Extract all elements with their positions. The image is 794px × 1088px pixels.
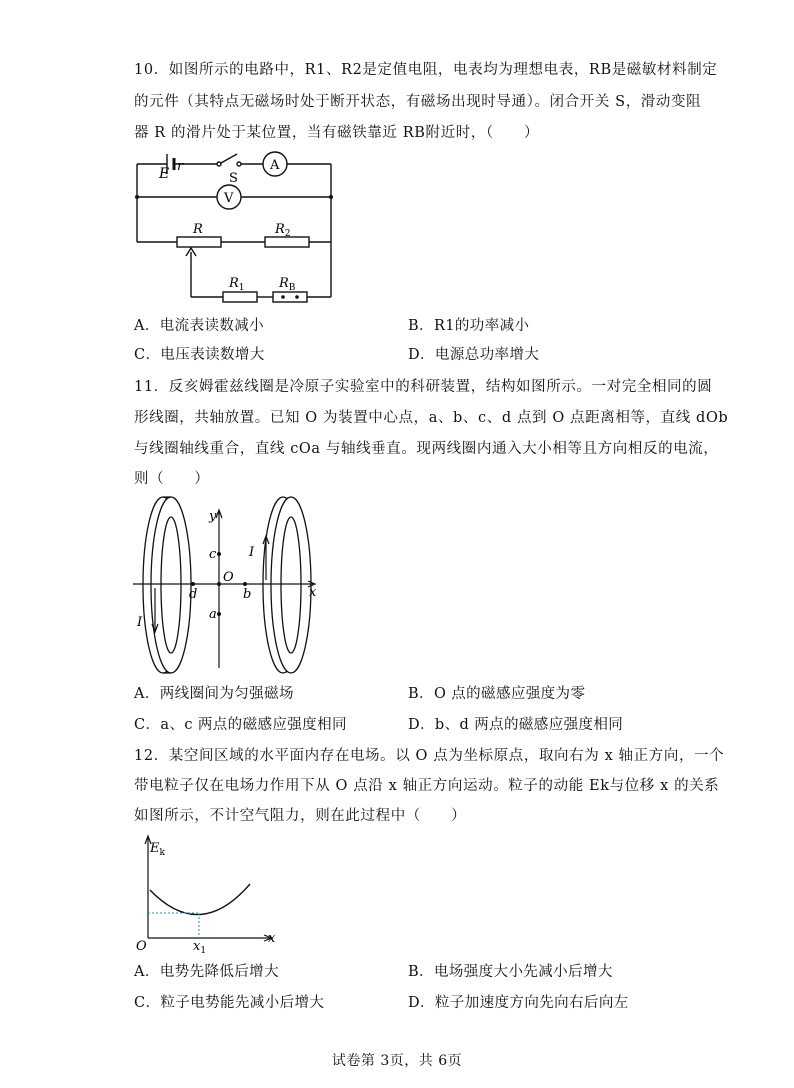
q11-option-d: D．b、d 两点的磁感应强度相同 xyxy=(408,717,624,733)
q11-helmholtz-coils-diagram xyxy=(125,490,330,680)
label-r: r xyxy=(177,159,184,174)
q11-line-4: 则（ ） xyxy=(134,471,210,487)
point-b xyxy=(243,582,247,586)
q11-option-c: C．a、c 两点的磁感应强度相同 xyxy=(134,717,347,733)
q11-line-2: 形线圈，共轴放置。已知 O 为装置中心点，a、b、c、d 点到 O 点距离相等，直线 dOb xyxy=(134,410,729,426)
origin-label: O xyxy=(136,939,147,954)
q12-option-c: C．粒子电势能先减小后增大 xyxy=(134,995,325,1011)
rb-dot-right xyxy=(295,295,299,299)
q11-line-1: 11．反亥姆霍兹线圈是冷原子实验室中的科研装置，结构如图所示。一对完全相同的圆 xyxy=(134,379,713,395)
q12-option-a: A．电势先降低后增大 xyxy=(134,964,279,980)
axis-x-label: x xyxy=(309,585,317,600)
label-current-right: I xyxy=(249,545,255,560)
junction-dot xyxy=(329,195,333,199)
label-S: S xyxy=(229,171,238,186)
label-current-left: I xyxy=(137,615,143,630)
q12-line-1: 12．某空间区域的水平面内存在电场。以 O 点为坐标原点，取向右为 x 轴正方向，一个 xyxy=(134,748,725,764)
q10-circuit-diagram xyxy=(125,142,345,310)
junction-dot xyxy=(135,195,139,199)
q10-line-1: 10．如图所示的电路中，R1、R2是定值电阻，电表均为理想电表，RB是磁敏材料制定 xyxy=(134,62,718,78)
label-O: O xyxy=(223,570,234,585)
axis-x-label: x xyxy=(268,931,276,946)
axis-ek-label: $E_k$ xyxy=(150,841,165,858)
q10-option-a: A．电流表读数减小 xyxy=(134,318,265,334)
label-d: d xyxy=(189,587,198,602)
q10-option-c: C．电压表读数增大 xyxy=(134,347,265,363)
label-R2: $R_2$ xyxy=(275,222,291,239)
q11-option-b: B．O 点的磁感应强度为零 xyxy=(408,686,586,702)
q11-option-a: A．两线圈间为匀强磁场 xyxy=(134,686,294,702)
q12-option-b: B．电场强度大小先减小后增大 xyxy=(408,964,613,980)
point-O xyxy=(217,582,221,586)
q10-option-d: D．电源总功率增大 xyxy=(408,347,540,363)
voltmeter-label: V xyxy=(224,191,234,206)
label-R: R xyxy=(193,222,203,237)
q12-line-2: 带电粒子仅在电场力作用下从 O 点沿 x 轴正方向运动。粒子的动能 Ek与位移 x 的关系 xyxy=(134,778,720,794)
point-c xyxy=(217,552,221,556)
q11-line-3: 与线圈轴线重合，直线 cOa 与轴线垂直。现两线圈内通入大小相等且方向相反的电流， xyxy=(134,441,719,457)
label-b: b xyxy=(243,587,252,602)
page-footer: 试卷第 3页，共 6页 xyxy=(331,1053,463,1069)
ammeter-label: A xyxy=(270,158,280,173)
q12-option-d: D．粒子加速度方向先向右后向左 xyxy=(408,995,629,1011)
q10-line-2: 的元件（其特点无磁场时处于断开状态，有磁场出现时导通）。闭合开关 S，滑动变阻 xyxy=(134,94,702,110)
q10-line-3: 器 R 的滑片处于某位置，当有磁铁靠近 RB附近时，（ ） xyxy=(134,125,540,141)
point-d xyxy=(191,582,195,586)
q10-option-b: B．R1的功率减小 xyxy=(408,318,530,334)
label-a: a xyxy=(209,607,217,622)
label-RB: $R_B$ xyxy=(279,276,296,293)
q12-line-3: 如图所示，不计空气阻力，则在此过程中（ ） xyxy=(134,808,467,824)
q12-ek-x-graph xyxy=(128,832,288,957)
label-E: E xyxy=(159,166,170,182)
label-c: c xyxy=(209,547,217,562)
axis-y-label: y xyxy=(209,509,217,524)
point-a xyxy=(217,612,221,616)
label-x1: $x_1$ xyxy=(193,939,207,956)
rb-dot-left xyxy=(281,295,285,299)
label-R1: $R_1$ xyxy=(229,276,245,293)
